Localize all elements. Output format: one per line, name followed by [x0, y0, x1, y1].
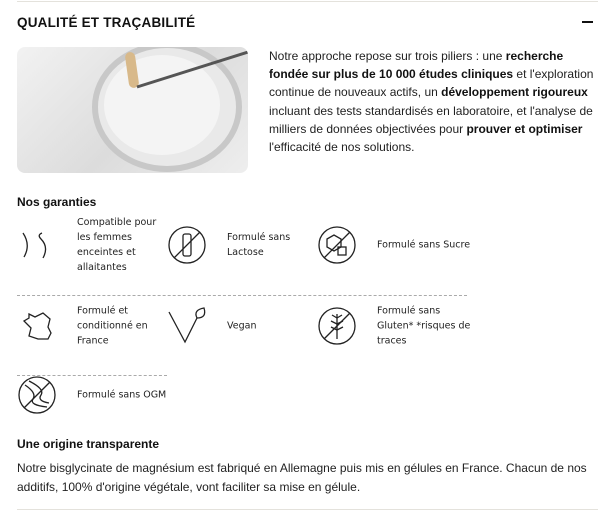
guarantee-item: Compatible pour les femmes enceintes et allaitantes — [17, 215, 167, 275]
guarantee-item: Formulé sans OGM — [17, 365, 167, 425]
france-map-icon — [17, 306, 57, 346]
collapse-minus-icon[interactable] — [580, 13, 596, 29]
bottom-divider — [17, 509, 598, 510]
guarantee-item: Formulé et conditionné en France — [17, 296, 167, 356]
guarantee-item: Formulé sans Gluten* *risques de traces — [317, 296, 467, 356]
no-lactose-icon — [167, 225, 207, 265]
intro-paragraph: Notre approche repose sur trois piliers : une recherche fondée sur plus de 10 000 études cliniques et l'exploration continue de nouveaux actifs, un développement rigoureux incluant des tests standardisés en laboratoire, et l'analyse de milliers de données objectivées pour prouver et optimiser l'efficacité de nos solutions. — [269, 49, 594, 155]
guarantee-item: Formulé sans Lactose — [167, 215, 317, 275]
no-gmo-icon — [17, 375, 57, 415]
no-gluten-icon — [317, 306, 357, 346]
guarantee-item: Vegan — [167, 296, 317, 356]
no-sugar-icon — [317, 225, 357, 265]
guarantees-title: Nos garanties — [17, 195, 97, 209]
origin-paragraph: Notre bisglycinate de magnésium est fabriqué en Allemagne puis mis en gélules en France. Chacun de nos additifs, 100% d'origine végétale, vont faciliter sa mise en gélule. — [17, 461, 587, 494]
vegan-leaf-icon — [167, 306, 207, 346]
top-divider — [17, 1, 598, 2]
guarantee-item: Formulé sans Sucre — [317, 215, 467, 275]
pregnancy-icon — [17, 225, 57, 265]
lab-capsule-image — [17, 47, 248, 173]
origin-title: Une origine transparente — [17, 437, 160, 451]
section-title: QUALITÉ ET TRAÇABILITÉ — [17, 15, 196, 30]
